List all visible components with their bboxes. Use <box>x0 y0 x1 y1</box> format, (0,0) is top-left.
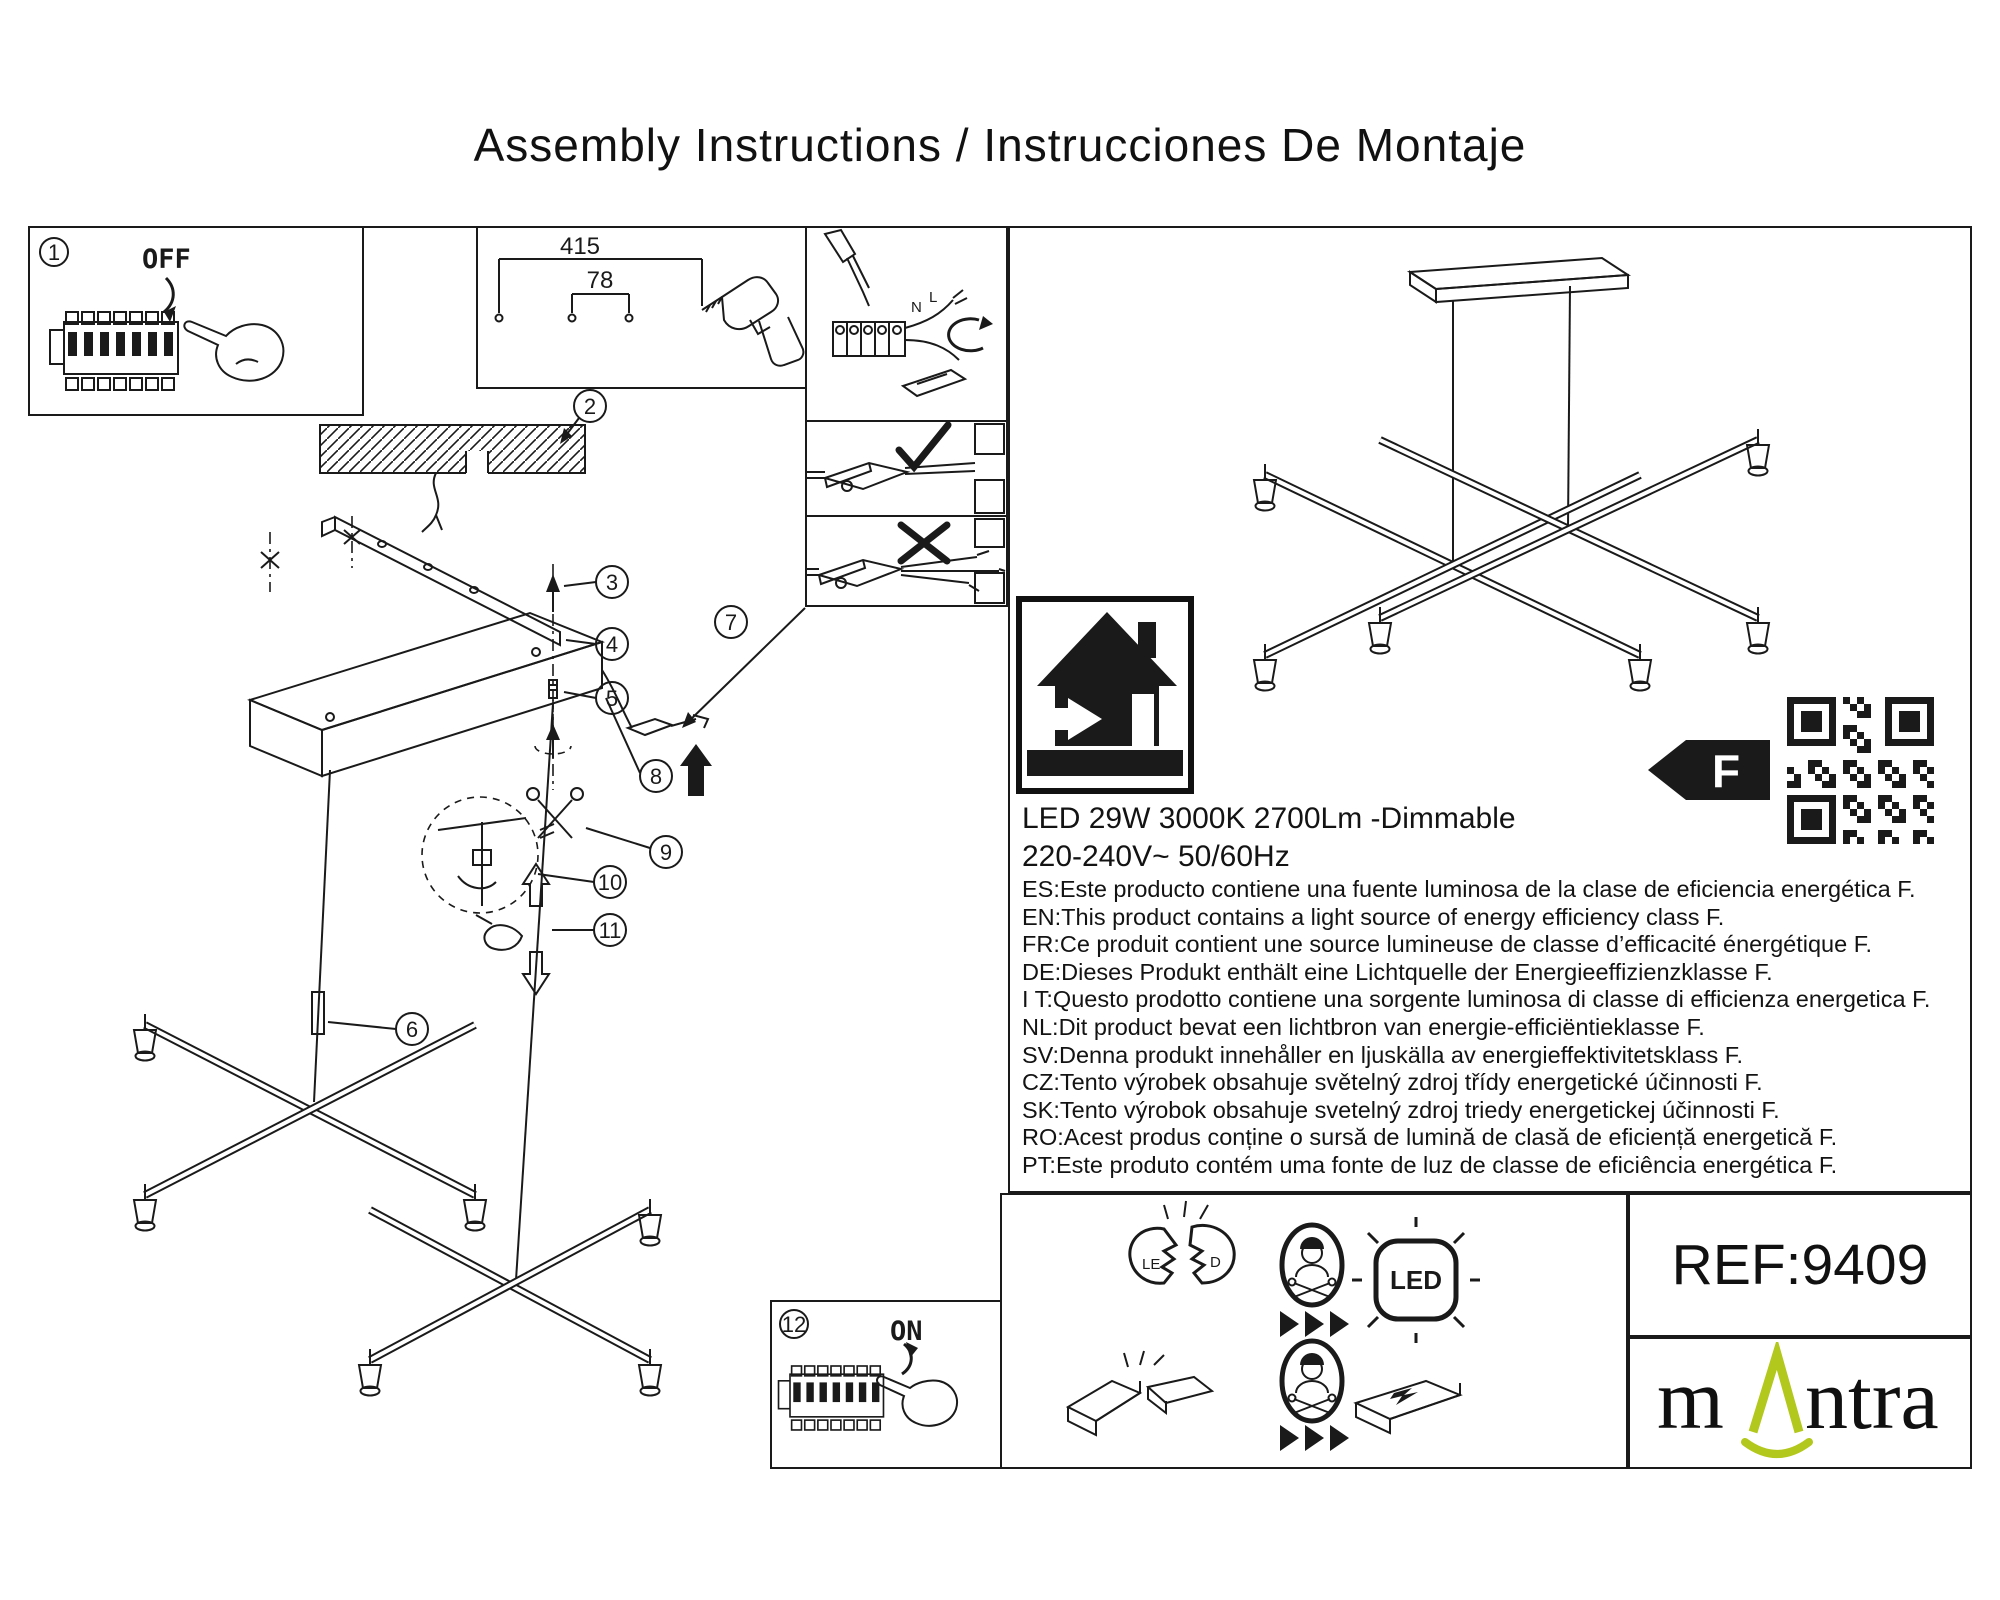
broken-led-text-left: LE <box>1142 1256 1161 1273</box>
svg-text:10: 10 <box>597 870 623 895</box>
ref-number: REF:9409 <box>1671 1233 1929 1297</box>
step-marker-6 <box>328 1013 428 1045</box>
led-driver-icon <box>1356 1381 1460 1433</box>
wire-n-label: N <box>911 299 922 316</box>
dim-415: 415 <box>559 233 601 260</box>
step1-number: 1 <box>47 240 61 265</box>
suspension-cable-left <box>314 770 330 1102</box>
led-lamp-icon <box>1352 1217 1480 1343</box>
svg-text:5: 5 <box>605 686 619 711</box>
spotlight-head <box>134 1014 156 1061</box>
spec-block <box>1022 800 1962 1180</box>
mains-connector <box>602 608 805 735</box>
lang-line-sk: SK:Tento výrobok obsahuje svetelný zdroj triedy energetickej účinnosti F. <box>1022 1096 1780 1123</box>
pendant-canopy <box>1410 258 1628 302</box>
mantra-logo <box>1647 1342 1953 1464</box>
on-label: ON <box>890 1316 923 1347</box>
step-marker-8 <box>606 698 712 796</box>
lang-line-nl: NL:Dit product bevat een lichtbron van energie-efficiëntieklasse F. <box>1022 1013 1705 1040</box>
spotlight-head <box>1254 464 1276 511</box>
broken-driver-icon <box>1068 1351 1212 1435</box>
triple-arrow-icon <box>1280 1311 1349 1337</box>
step-marker-11 <box>552 914 626 946</box>
svg-text:6: 6 <box>405 1017 419 1042</box>
svg-text:9: 9 <box>659 840 673 865</box>
page-title: Assembly Instructions / Instrucciones De Montaje <box>473 119 1527 171</box>
step-marker-3 <box>546 566 628 612</box>
brand-box <box>1628 1337 1972 1469</box>
led-lamp-text: LED <box>1390 1265 1442 1295</box>
energy-class-label <box>1648 740 1770 800</box>
scissors-icon <box>527 788 583 838</box>
lang-line-es: ES:Este producto contiene una fuente luminosa de la clase de eficiencia energética F. <box>1022 876 1916 902</box>
ceiling-section <box>320 425 585 532</box>
breaker-on-illustration <box>772 1302 1000 1467</box>
svg-text:8: 8 <box>649 764 663 789</box>
lang-line-ro: RO:Acest produs conține o sursă de lumină de clasă de eficiență energetică F. <box>1022 1124 1838 1151</box>
service-icons <box>1000 1193 1628 1469</box>
lang-line-cz: CZ:Tento výrobek obsahuje světelný zdroj třídy energetické účinnosti F. <box>1022 1069 1763 1096</box>
lang-line-it: I T:Questo prodotto contiene una sorgente luminosa di classe di efficienza energetica F. <box>1022 986 1931 1013</box>
step-marker-7 <box>715 606 747 638</box>
triple-arrow-icon <box>1280 1425 1349 1451</box>
spotlight-head <box>639 1199 661 1246</box>
technician-icon <box>1282 1341 1342 1421</box>
lang-line-de: DE:Dieses Produkt enthält eine Lichtquelle der Energieeffizienzklasse F. <box>1022 958 1773 985</box>
broken-led-text-right: D <box>1210 1254 1221 1271</box>
svg-text:4: 4 <box>605 632 619 657</box>
lang-line-sv: SV:Denna produkt innehåller en ljuskälla av energieffektivitetsklass F. <box>1022 1041 1744 1068</box>
lang-line-pt: PT:Este produto contém uma fonte de luz de classe de eficiência energética F. <box>1022 1151 1838 1178</box>
step-marker-10 <box>538 866 626 898</box>
step-marker-9 <box>586 828 682 868</box>
hand-icon <box>877 1376 957 1425</box>
hand-icon <box>484 925 522 950</box>
wire-l-label: L <box>929 289 938 306</box>
circuit-breaker-icon <box>779 1366 884 1430</box>
pendant-frame <box>1254 429 1769 691</box>
spec-voltage: 220-240V~ 50/60Hz <box>1022 840 1290 873</box>
step12-panel <box>770 1300 1002 1469</box>
svg-text:3: 3 <box>605 570 619 595</box>
fixture-frame <box>134 1014 661 1396</box>
cable-lock-detail <box>422 797 538 913</box>
energy-class-letter: F <box>1711 745 1741 797</box>
mounting-bracket <box>261 516 560 645</box>
up-arrow-icon <box>680 744 712 796</box>
svg-text:7: 7 <box>724 610 738 635</box>
indoor-use-symbol <box>1016 596 1194 794</box>
svg-text:11: 11 <box>598 918 622 943</box>
spec-power: LED 29W 3000K 2700Lm -Dimmable <box>1022 802 1516 835</box>
brand-caret-icon <box>1753 1354 1799 1432</box>
ref-box <box>1628 1193 1972 1337</box>
broken-led-icon <box>1130 1201 1234 1283</box>
off-label: OFF <box>142 244 191 275</box>
brand-smile-icon <box>1745 1442 1809 1454</box>
assembly-diagram <box>30 230 1005 1475</box>
spotlight-head <box>1747 429 1769 476</box>
house-icon <box>1022 602 1188 788</box>
brand-text-right: ntra <box>1805 1351 1939 1447</box>
svg-text:2: 2 <box>583 394 597 419</box>
step12-number: 12 <box>781 1312 807 1337</box>
brand-text-left: m <box>1657 1351 1724 1447</box>
top-border-segment <box>364 226 478 228</box>
technician-icon <box>1282 1225 1342 1305</box>
dim-78: 78 <box>586 267 614 294</box>
lang-line-fr: FR:Ce produit contient une source lumineuse de classe d’efficacité énergétique F. <box>1022 931 1872 958</box>
lang-line-en: EN:This product contains a light source of energy efficiency class F. <box>1022 903 1725 930</box>
